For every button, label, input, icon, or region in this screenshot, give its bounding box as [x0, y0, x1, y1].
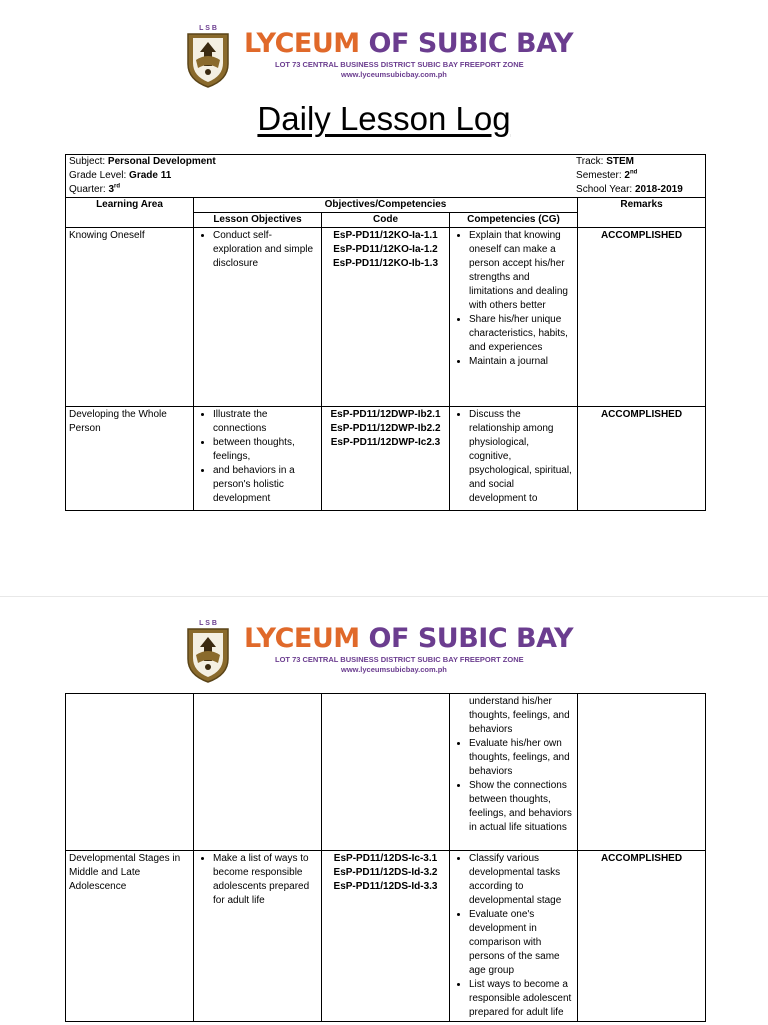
document-title: Daily Lesson Log: [257, 100, 511, 137]
learning-area-header: Learning Area: [66, 198, 194, 228]
competencies-header: Competencies (CG): [450, 213, 578, 228]
code-cell: [322, 407, 450, 511]
school-crest-logo: [184, 22, 232, 88]
list-item: • Conduct self-exploration and simple disclosure: [213, 229, 318, 271]
code-item: EsP-PD11/12KO-Ib-1.3: [332, 258, 439, 269]
competencies-cell: [450, 228, 578, 407]
svg-text:L S B: L S B: [199, 620, 217, 627]
remarks-cell: ACCOMPLISHED: [578, 851, 706, 1022]
code-item: EsP-PD11/12KO-Ia-1.2: [333, 244, 438, 255]
school-year-value: 2018-2019: [634, 184, 683, 195]
competencies-cell: [450, 694, 578, 851]
code-item: EsP-PD11/12DS-Id-3.2: [333, 867, 438, 878]
list-item: • Classify various developmental tasks according to developmental stage: [469, 852, 574, 908]
objectives-cell: [194, 228, 322, 407]
lesson-objectives-header: Lesson Objectives: [194, 213, 322, 228]
list-item: • Illustrate the connections: [213, 408, 318, 436]
table-row: [66, 407, 706, 511]
remarks-cell: [578, 694, 706, 851]
list-item: • Share his/her unique characteristics, habits, and experiences: [469, 313, 574, 355]
list-item: • Explain that knowing oneself can make a person accept his/her strengths and limitations and dealing with others better: [469, 229, 574, 313]
list-item: • Make a list of ways to become responsible adolescents prepared for adult life: [213, 852, 318, 908]
semester-label: Semester:: [576, 170, 625, 181]
track-label: Track:: [576, 156, 607, 167]
school-address: LOT 73 CENTRAL BUSINESS DISTRICT SUBIC BAY FREEPORT ZONE: [275, 655, 524, 664]
learning-area-cell: Knowing Oneself: [66, 228, 194, 407]
quarter-suffix: rd: [114, 183, 121, 190]
list-item: • Evaluate his/her own thoughts, feelings, and behaviors: [469, 737, 574, 779]
code-item: EsP-PD11/12DWP-Ib2.1: [330, 409, 441, 420]
school-website: www.lyceumsubicbay.com.ph: [341, 665, 447, 674]
table-row: [66, 694, 706, 851]
objectives-competencies-header: Objectives/Competencies: [194, 198, 578, 213]
info-cell: [66, 155, 706, 198]
document-page-2: [0, 596, 768, 1025]
remarks-cell: ACCOMPLISHED: [578, 228, 706, 407]
code-item: EsP-PD11/12DWP-Ic2.3: [330, 437, 441, 448]
subject-label: Subject:: [69, 156, 108, 167]
code-header: Code: [322, 213, 450, 228]
school-name: LYCEUM OF SUBIC BAY: [244, 28, 573, 59]
learning-area-cell: Developmental Stages in Middle and Late Adolescence: [66, 851, 194, 1022]
school-crest-logo: [184, 617, 232, 683]
subject-value: Personal Development: [107, 156, 216, 167]
competencies-cell: [450, 851, 578, 1022]
semester-value: 2: [624, 170, 630, 181]
school-name: LYCEUM OF SUBIC BAY: [244, 623, 573, 654]
objectives-cell: [194, 851, 322, 1022]
grade-value: Grade 11: [129, 170, 172, 181]
svg-text:L S B: L S B: [199, 25, 217, 32]
competencies-cell: [450, 407, 578, 511]
table-row: [66, 851, 706, 1022]
code-cell: [322, 694, 450, 851]
list-item: • Show the connections between thoughts, feelings, and behaviors in actual life situations: [469, 779, 574, 835]
grade-label: Grade Level:: [69, 170, 130, 181]
school-year-label: School Year:: [576, 184, 635, 195]
info-row: [66, 155, 706, 198]
table-row: [66, 228, 706, 407]
quarter-value: 3: [108, 184, 115, 195]
list-item: • and behaviors in a person's holistic development: [213, 464, 318, 506]
school-address: LOT 73 CENTRAL BUSINESS DISTRICT SUBIC BAY FREEPORT ZONE: [275, 60, 524, 69]
lesson-log-table-continued: [65, 693, 706, 1022]
quarter-label: Quarter:: [69, 184, 109, 195]
school-header: [184, 22, 584, 112]
track-value: STEM: [606, 156, 634, 167]
remarks-cell: ACCOMPLISHED: [578, 407, 706, 511]
code-item: EsP-PD11/12DWP-Ib2.2: [330, 423, 441, 434]
list-item: • List ways to become a responsible adolescent prepared for adult life: [469, 978, 574, 1020]
code-item: EsP-PD11/12DS-Id-3.3: [333, 881, 438, 892]
learning-area-cell: Developing the Whole Person: [66, 407, 194, 511]
code-item: EsP-PD11/12DS-Ic-3.1: [333, 853, 438, 864]
list-item: • Maintain a journal: [469, 355, 574, 369]
code-cell: [322, 228, 450, 407]
list-item: understand his/her thoughts, feelings, and behaviors: [469, 696, 570, 735]
objectives-cell: [194, 407, 322, 511]
code-item: EsP-PD11/12KO-Ia-1.1: [333, 230, 438, 241]
header-row-1: [66, 198, 706, 213]
list-item: • Discuss the relationship among physiological, cognitive, psychological, spiritual, and social development to: [469, 408, 574, 506]
lesson-log-table: [65, 154, 706, 511]
semester-suffix: nd: [629, 169, 638, 176]
remarks-header: Remarks: [578, 198, 706, 228]
list-item: • between thoughts, feelings,: [213, 436, 318, 464]
learning-area-cell: [66, 694, 194, 851]
objectives-cell: [194, 694, 322, 851]
code-cell: [322, 851, 450, 1022]
school-website: www.lyceumsubicbay.com.ph: [341, 70, 447, 79]
list-item: • Evaluate one's development in comparison with persons of the same age group: [469, 908, 574, 978]
